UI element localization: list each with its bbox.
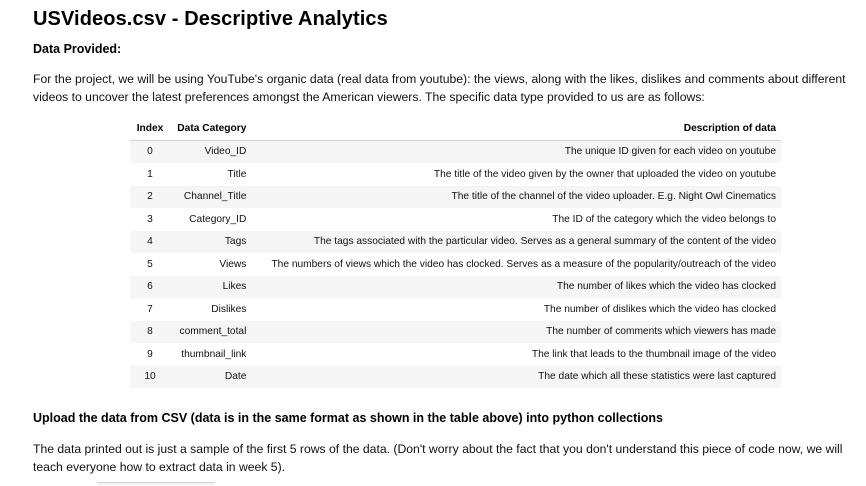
row-index: 3 [147,213,153,225]
row-index: 5 [147,258,153,270]
section-heading-upload: Upload the data from CSV (data is in the same format as shown in the table above) into python collections [33,411,663,425]
data-category-table [130,117,781,388]
row-description: The number of likes which the video has clocked [556,281,776,293]
row-index: 6 [147,281,153,293]
row-description: The numbers of views which the video has clocked. Serves as a measure of the popularity/outreach of the video [271,258,776,270]
row-category: comment_total [179,326,247,338]
row-category: thumbnail_link [181,348,247,360]
row-index: 2 [147,191,153,203]
row-description: The link that leads to the thumbnail image of the video [531,348,776,360]
upload-paragraph: The data printed out is just a sample of the first 5 rows of the data. (Don't worry about the fact that you don't understand this piece of code now, we will teach everyone how to extract data in week 5). [33,442,843,474]
table-row [130,163,781,186]
table-row [130,186,781,209]
row-index: 0 [147,146,153,158]
table-row [130,253,781,276]
table-row [130,366,781,389]
header-description: Description of data [683,122,776,134]
code-cell-edge[interactable] [97,482,215,486]
row-index: 10 [144,371,156,383]
row-description: The tags associated with the particular video. Serves as a general summary of the content of the video [313,236,776,248]
row-description: The ID of the category which the video belongs to [552,213,776,225]
table-header-row [130,117,781,140]
row-description: The unique ID given for each video on youtube [564,146,776,158]
row-category: Title [227,168,247,180]
row-category: Video_ID [204,146,247,158]
row-category: Dislikes [211,303,247,315]
table-row [130,321,781,344]
row-index: 9 [147,348,153,360]
table-row [130,231,781,254]
row-category: Date [224,371,247,383]
row-category: Likes [222,281,247,293]
row-category: Views [219,258,247,270]
section-heading-data-provided: Data Provided: [33,42,122,56]
row-category: Tags [224,236,247,248]
row-index: 7 [147,303,153,315]
row-description: The date which all these statistics were last captured [538,371,776,383]
table-row [130,276,781,299]
table-row [130,208,781,231]
row-category: Category_ID [189,213,247,225]
intro-paragraph: For the project, we will be using YouTube's organic data (real data from youtube): the views, along with the likes, dislikes and comments about different videos to uncover the latest preferences amongst the American viewers. The specific data type provided to us are as follows: [33,72,846,104]
table-row [130,140,781,163]
row-category: Channel_Title [183,191,247,203]
table-row [130,343,781,366]
row-description: The number of dislikes which the video has clocked [543,303,776,315]
row-index: 1 [147,168,153,180]
header-data-category: Data Category [177,122,247,134]
header-index: Index [136,122,164,134]
row-index: 8 [147,326,153,338]
row-index: 4 [147,236,153,248]
row-description: The title of the channel of the video uploader. E.g. Night Owl Cinematics [451,191,776,203]
row-description: The title of the video given by the owner that uploaded the video on youtube [433,168,776,180]
row-description: The number of comments which viewers has made [546,326,776,338]
table-row [130,298,781,321]
page-title: USVideos.csv - Descriptive Analytics [33,8,388,30]
